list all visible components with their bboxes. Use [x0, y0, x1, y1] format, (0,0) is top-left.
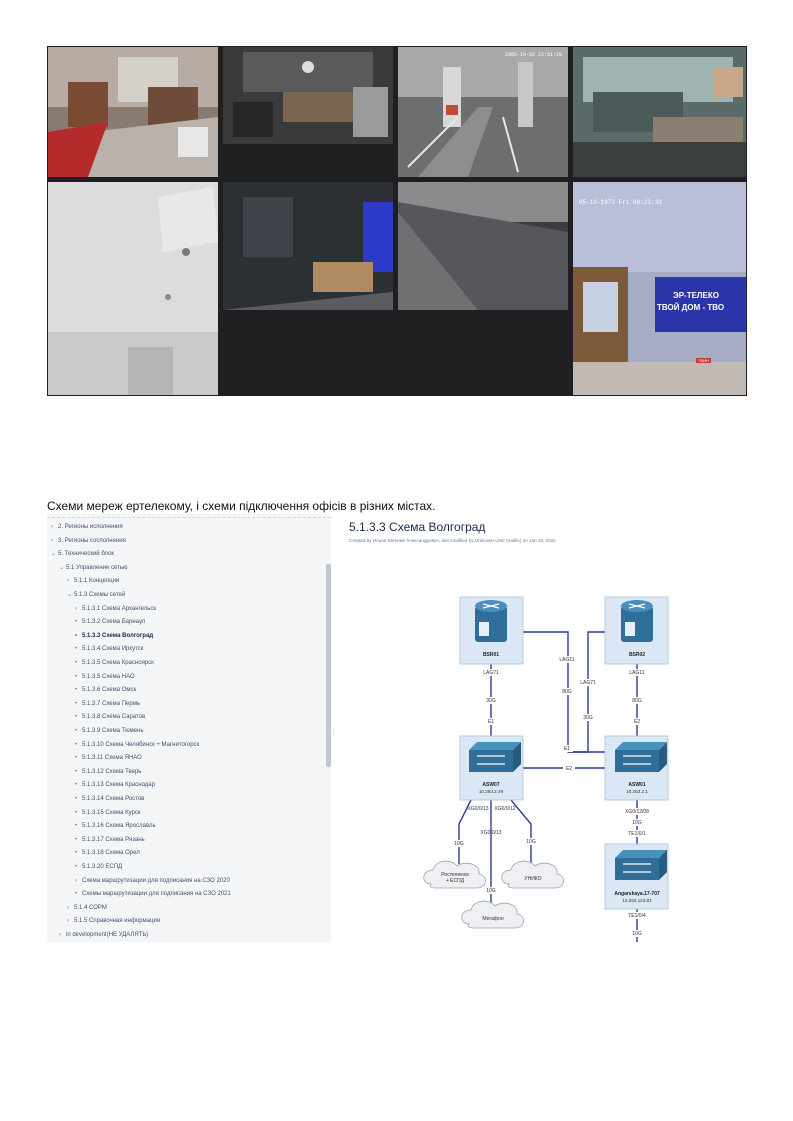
- tree-item[interactable]: [67, 591, 125, 599]
- tree-item-label: 5.1.3.8 Схема Саратов: [82, 714, 146, 721]
- tree-marker-icon: •: [75, 796, 78, 802]
- label-xg-a: XG0/0/13: [467, 806, 489, 812]
- tree-item-label: 5.1.3.5 Схема НАО: [82, 673, 135, 680]
- tree-marker-icon: ›: [67, 918, 69, 925]
- tree-marker-icon: •: [75, 728, 78, 734]
- splitter-handle-icon[interactable]: ⁞: [333, 730, 335, 736]
- tree-item-label: 5.1.3.11 Схема ЯНАО: [82, 755, 142, 762]
- label-e2-horizontal: E2: [565, 766, 573, 772]
- camera-view-ceiling: [48, 182, 218, 395]
- tree-item[interactable]: [75, 618, 145, 626]
- camera-view-office-desk: [573, 47, 746, 177]
- caption-text: Схеми мереж ертелекому, і схеми підключення офісів в різних містах.: [47, 499, 436, 513]
- node-angarskaya[interactable]: [605, 844, 668, 909]
- tree-item[interactable]: [59, 931, 148, 939]
- cloud-rostelecom-line-1: Ростелеком: [441, 872, 469, 878]
- tree-marker-icon: •: [75, 741, 78, 748]
- tree-item-label: 5.1.3.20 ЕСПД: [82, 864, 123, 870]
- label-e2-right: E2: [633, 719, 641, 725]
- cloud-rostelecom-line-2: + ЕСПД: [445, 878, 465, 884]
- node-bsr01-name: BSR01: [482, 652, 500, 658]
- tree-marker-icon: •: [75, 823, 78, 830]
- tree-item[interactable]: [75, 741, 199, 749]
- node-asw01-name: ASW01: [628, 782, 646, 788]
- tree-item-label: in development(НЕ УДАЛЯТЬ): [66, 932, 149, 938]
- node-angarskaya-ip: 10.253.123.81: [622, 898, 652, 903]
- tree-item-label: 5.1.3.5 Схема Красноярск: [82, 660, 154, 666]
- tree-item-label: Схема маршрутизации для подписания на СЗО 2020: [82, 877, 230, 884]
- label-10g-b: 10G: [526, 839, 536, 845]
- label-xg-b: XG0/0/12: [494, 806, 516, 812]
- tree-item-label: 5.1.3.6 Схема Омск: [82, 687, 137, 694]
- tree-item[interactable]: [75, 645, 143, 653]
- tree-item[interactable]: [75, 713, 145, 721]
- node-bsr02[interactable]: [605, 597, 668, 664]
- tree-item[interactable]: [75, 809, 140, 817]
- camera-parking-image: [398, 47, 568, 177]
- tree-marker-icon: ›: [67, 578, 69, 585]
- node-asw01-ip: 10.253.2.1: [626, 789, 648, 794]
- camera-timestamp: 05-10-1973 Fri 00:23:33: [579, 199, 662, 206]
- tree-marker-icon: •: [75, 673, 78, 680]
- camera-timestamp: 2005-10-02 22:51:20: [504, 52, 562, 58]
- label-xg-right: XG0/12/08: [625, 809, 649, 815]
- tree-marker-icon: •: [75, 891, 78, 898]
- tree-item[interactable]: [51, 550, 114, 558]
- cloud-uniko[interactable]: [502, 861, 564, 888]
- network-diagram: [331, 514, 747, 942]
- camera-view-reception: [573, 182, 746, 395]
- switch-icon: [615, 850, 667, 880]
- sticker-label: ТВИН: [698, 358, 709, 363]
- cloud-megafon-label: Мегафон: [482, 916, 504, 922]
- page-content: [331, 514, 747, 942]
- tree-item[interactable]: [75, 659, 154, 667]
- page-byline: Created by Ильин Евгений Александрович, last modified by Unknown User (malfin) on Jan 18, 2022: [349, 538, 556, 543]
- label-80g-right: 80G: [632, 698, 642, 704]
- label-lag71-mid: LAG71: [580, 680, 596, 686]
- label-10g-c: 10G: [486, 888, 496, 894]
- tree-marker-icon: •: [75, 619, 78, 626]
- switch-icon: [469, 742, 521, 772]
- camera-reception-image: [573, 182, 746, 395]
- router-icon: [475, 600, 507, 642]
- tree-marker-icon: •: [75, 768, 78, 775]
- tree-item[interactable]: [67, 917, 160, 925]
- tree-marker-icon: ›: [51, 537, 53, 544]
- tree-item[interactable]: [75, 822, 156, 830]
- label-30g-mid: 30G: [583, 715, 593, 721]
- camera-office-desk-image: [573, 47, 746, 177]
- node-bsr01[interactable]: [460, 597, 523, 664]
- tree-item[interactable]: [75, 863, 122, 871]
- tree-item[interactable]: [75, 849, 140, 857]
- tree-item[interactable]: [67, 904, 107, 912]
- node-asw01[interactable]: [605, 736, 668, 800]
- label-te-top: TE1/0/1: [628, 831, 646, 837]
- camera-street-image: [398, 182, 568, 310]
- tree-item[interactable]: [75, 795, 144, 803]
- tree-item-label: 5.1.4 СОРМ: [74, 904, 107, 911]
- camera-ceiling-image: [48, 182, 218, 395]
- tree-item[interactable]: [75, 754, 142, 762]
- tree-item[interactable]: [75, 781, 155, 789]
- tree-marker-icon: •: [75, 864, 78, 870]
- tree-marker-icon: •: [75, 700, 78, 707]
- node-asw07-ip: 10.253.2.49: [478, 789, 504, 794]
- tree-item-label: 5.1.3.18 Схема Орел: [82, 850, 140, 857]
- tree-marker-icon: •: [75, 660, 78, 666]
- label-10g-right: 10G: [632, 820, 642, 826]
- tree-marker-icon: •: [75, 714, 78, 721]
- tree-item[interactable]: [75, 605, 156, 613]
- camera-lobby-image: [48, 47, 218, 177]
- tree-item-label: Схемы маршрутизации для подписания на СЗО 2021: [82, 891, 231, 898]
- tree-marker-icon: •: [75, 836, 78, 843]
- tree-item-label: 5.1.3.4 Схема Иркутск: [82, 646, 144, 653]
- tree-item-label: 5.1.3.10 Схема Челябинск + Магнитогорск: [82, 741, 200, 748]
- tree-item[interactable]: [75, 632, 153, 640]
- tree-item[interactable]: [75, 890, 231, 898]
- label-lag11-mid: LAG11: [559, 657, 575, 663]
- cloud-megafon[interactable]: [462, 901, 524, 928]
- tree-item-label: 5.1.3.7 Схема Пермь: [82, 700, 140, 707]
- tree-marker-icon: •: [75, 809, 78, 816]
- label-e1-mid: E1: [563, 746, 571, 752]
- tree-item-label: 5.1.3 Схемы сетей: [74, 592, 126, 598]
- tree-marker-icon: ›: [75, 877, 77, 884]
- tree-marker-icon: ›: [59, 932, 61, 938]
- tree-item-label: 5.1.3.13 Схема Краснодар: [82, 782, 155, 789]
- office-sign-line-2: ТВОЙ ДОМ - ТВО: [657, 303, 725, 312]
- label-lag11-right: LAG11: [629, 670, 645, 676]
- tree-item[interactable]: [51, 537, 126, 545]
- cctv-mosaic: [47, 46, 747, 396]
- office-sign-line-1: ЭР-ТЕЛЕКО: [673, 291, 719, 300]
- confluence-screenshot: [47, 514, 747, 942]
- tree-item-label: 5.1.3.1 Схема Архангельск: [82, 605, 157, 612]
- tree-item-label: 5.1.3.17 Схема Рязань: [82, 836, 145, 843]
- node-asw07[interactable]: [460, 736, 523, 800]
- tree-marker-icon: ›: [51, 524, 53, 530]
- tree-item-label: 5.1.3.3 Схема Волгоград: [82, 632, 154, 639]
- label-80g-mid: 80G: [562, 689, 572, 695]
- tree-marker-icon: •: [75, 687, 78, 694]
- tree-marker-icon: ›: [67, 904, 69, 911]
- router-icon: [621, 600, 653, 642]
- tree-marker-icon: ⌄: [67, 592, 73, 598]
- tree-item[interactable]: [75, 877, 230, 885]
- cropped-edge: [47, 514, 331, 518]
- camera-view-street: [398, 182, 568, 310]
- page-tree-sidebar: [47, 514, 331, 942]
- tree-marker-icon: •: [75, 782, 78, 789]
- label-30g-left: 30G: [486, 698, 496, 704]
- node-asw07-name: ASW07: [482, 782, 500, 788]
- tree-marker-icon: •: [75, 755, 78, 762]
- tree-item[interactable]: [67, 577, 119, 585]
- tree-item[interactable]: [75, 700, 140, 708]
- label-xg-c: XG0/0/13: [480, 830, 502, 836]
- camera-view-parking: [398, 47, 568, 177]
- label-lag71-left: LAG71: [483, 670, 499, 676]
- label-e1-left: E1: [487, 719, 495, 725]
- tree-item-label: 5.1.3.15 Схема Курск: [82, 809, 141, 816]
- switch-icon: [615, 742, 667, 772]
- tree-item-label: 5.1.3.12 Схема Тверь: [82, 768, 142, 775]
- tree-item-label: 2. Регионы исполнения: [58, 524, 123, 530]
- cloud-rostelecom[interactable]: [424, 861, 486, 888]
- page-title: 5.1.3.3 Схема Волгоград: [349, 520, 486, 534]
- tree-item[interactable]: [75, 673, 135, 681]
- tree-item[interactable]: [75, 836, 145, 844]
- tree-marker-icon: ⌄: [59, 564, 65, 571]
- camera-view-lobby: [48, 47, 218, 177]
- label-10g-a: 10G: [454, 841, 464, 847]
- tree-marker-icon: ›: [75, 605, 77, 612]
- tree-marker-icon: •: [75, 632, 78, 639]
- tree-item-label: 5.1.3.14 Схема Ростов: [82, 796, 145, 802]
- tree-marker-icon: •: [75, 850, 78, 857]
- label-10g-bottom: 10G: [632, 931, 642, 937]
- node-bsr02-name: BSR02: [628, 652, 646, 658]
- node-angarskaya-name: Angarskaya.17-707: [614, 891, 660, 897]
- tree-marker-icon: ⌄: [51, 551, 57, 558]
- camera-meeting-room-image: [223, 182, 393, 310]
- cloud-uniko-label: УНИКО: [524, 876, 542, 882]
- tree-marker-icon: •: [75, 646, 78, 653]
- tree-item-label: 5. Технический блок: [58, 551, 115, 558]
- tree-item-label: 5.1.5 Справочная информация: [74, 918, 161, 925]
- label-te-bottom: TE1/0/4: [628, 913, 646, 919]
- tree-item-label: 5.1.3.16 Схема Ярославль: [82, 823, 156, 830]
- camera-view-hall: [223, 47, 393, 144]
- tree-item-label: 5.1 Управление сетью: [66, 564, 128, 571]
- tree-item[interactable]: [75, 768, 141, 776]
- tree-item[interactable]: [75, 727, 143, 735]
- tree-item-label: 5.1.3.2 Схема Барнаул: [82, 619, 146, 626]
- tree-item-label: 5.1.3.9 Схема Тюмень: [82, 728, 144, 734]
- tree-item[interactable]: [51, 523, 123, 531]
- camera-view-meeting-room: [223, 182, 393, 310]
- camera-hall-image: [223, 47, 393, 144]
- tree-item-label: 3. Регионы сосполнения: [58, 537, 126, 544]
- tree-item[interactable]: [59, 564, 128, 572]
- tree-item[interactable]: [75, 686, 136, 694]
- tree-item-label: 5.1.1 Концепции: [74, 578, 120, 585]
